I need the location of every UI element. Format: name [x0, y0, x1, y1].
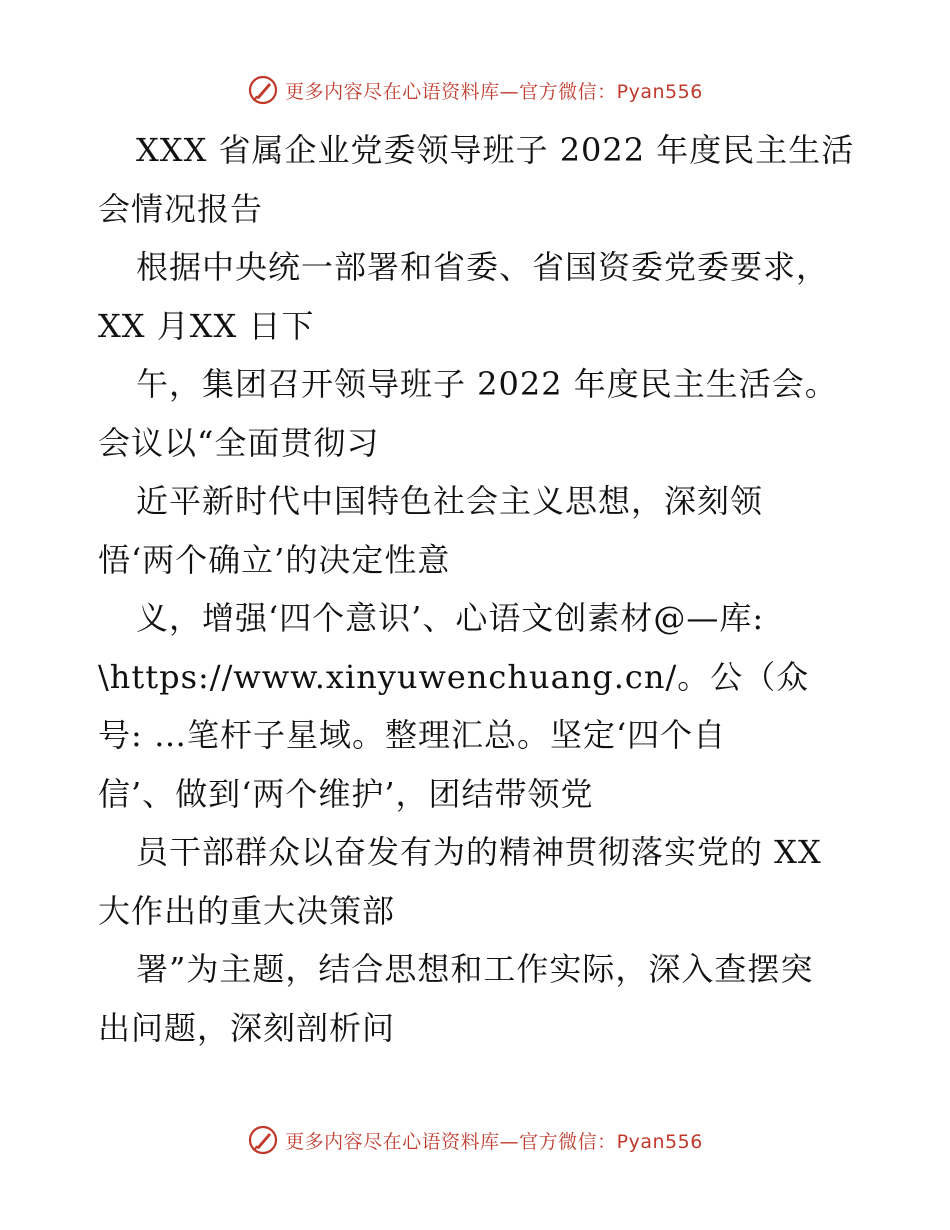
body-line: 大作出的重大决策部	[98, 891, 396, 930]
body-line: 午，集团召开领导班子 2022 年度民主生活会。	[136, 365, 838, 403]
body-line: 出问题，深刻剖析问	[98, 1008, 396, 1047]
body-line: 悟‘两个确立’的决定性意	[98, 540, 451, 579]
quill-pen-logo-icon	[247, 1124, 279, 1156]
body-line: 署”为主题，结合思想和工作实际，深入查摆突	[136, 950, 814, 988]
body-line: XX 月XX 日下	[98, 306, 315, 345]
body-line: 义，增强‘四个意识’、心语文创素材@—库:	[136, 599, 765, 637]
footer-banner	[0, 1120, 950, 1160]
body-line: 会议以“全面贯彻习	[98, 423, 380, 462]
document-body	[98, 121, 888, 1057]
body-line: 根据中央统一部署和省委、省国资委党委要求，	[136, 248, 830, 286]
header-banner	[0, 70, 950, 110]
header-banner-text: 更多内容尽在心语资料库—官方微信：Pyan556	[285, 80, 703, 103]
body-line: XXX 省属企业党委领导班子 2022 年度民主生活	[136, 131, 855, 169]
body-line: 近平新时代中国特色社会主义思想，深刻领	[136, 482, 764, 520]
body-line: 员干部群众以奋发有为的精神贯彻落实党的 XX	[136, 833, 822, 871]
body-line: 会情况报告	[98, 189, 264, 228]
quill-pen-logo-icon	[247, 74, 279, 106]
body-line: 号: …笔杆子星域。整理汇总。坚定‘四个自	[98, 716, 727, 754]
footer-banner-text: 更多内容尽在心语资料库—官方微信：Pyan556	[285, 1130, 703, 1153]
body-line: 信’、做到‘两个维护’，团结带领党	[98, 774, 594, 813]
body-line: \https://www.xinyuwenchuang.cn/。公（众	[98, 657, 810, 696]
